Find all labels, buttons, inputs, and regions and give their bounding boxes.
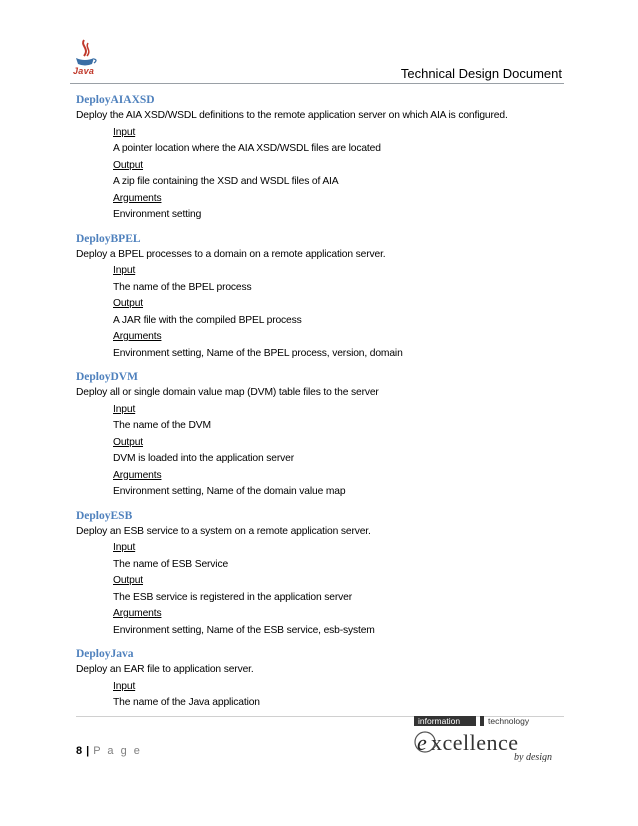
arguments-value: Environment setting, Name of the BPEL process, version, domain xyxy=(113,347,403,359)
page-number xyxy=(76,745,142,757)
section-deploydvm xyxy=(76,369,566,501)
section-title: DeployBPEL xyxy=(76,232,141,245)
section-title: DeployJava xyxy=(76,648,134,660)
brand-word-excellence: xcellence xyxy=(431,730,519,755)
section-description: Deploy an EAR file to application server. xyxy=(76,664,254,675)
content-body xyxy=(76,92,566,719)
arguments-value: Environment setting xyxy=(113,209,202,220)
section-description: Deploy the AIA XSD/WSDL definitions to the remote application server on which AIA is configured. xyxy=(76,110,508,121)
output-label: Output xyxy=(113,159,144,171)
brand-word-information: information xyxy=(418,716,461,726)
input-value: A pointer location where the AIA XSD/WSDL files are located xyxy=(113,143,381,154)
brand-word-technology: technology xyxy=(488,716,530,726)
header-divider xyxy=(70,83,564,84)
output-label: Output xyxy=(113,436,144,448)
output-value: DVM is loaded into the application server xyxy=(113,453,295,464)
output-value: A JAR file with the compiled BPEL process xyxy=(113,314,302,326)
arguments-value: Environment setting, Name of the ESB service, esb-system xyxy=(113,624,375,636)
arguments-label: Arguments xyxy=(113,469,162,481)
input-label: Input xyxy=(113,542,136,553)
input-label: Input xyxy=(113,126,136,138)
input-label: Input xyxy=(113,680,136,692)
page-separator: | xyxy=(86,745,90,757)
input-value: The name of the BPEL process xyxy=(113,281,252,293)
section-deployesb xyxy=(76,508,566,640)
input-value: The name of the DVM xyxy=(113,420,211,431)
input-label: Input xyxy=(113,265,136,276)
arguments-value: Environment setting, Name of the domain value map xyxy=(113,486,346,497)
input-value: The name of ESB Service xyxy=(113,558,229,570)
page-label: P a g e xyxy=(93,745,142,757)
section-description: Deploy all or single domain value map (DVM) table files to the server xyxy=(76,387,379,398)
section-description: Deploy a BPEL processes to a domain on a remote application server. xyxy=(76,248,386,260)
arguments-label: Arguments xyxy=(113,331,162,342)
arguments-label: Arguments xyxy=(113,608,162,619)
excellence-by-design-logo xyxy=(414,714,569,762)
section-deployjava xyxy=(76,646,566,712)
arguments-label: Arguments xyxy=(113,192,162,204)
input-value: The name of the Java application xyxy=(113,697,260,708)
output-label: Output xyxy=(113,298,144,309)
section-title: DeployESB xyxy=(76,509,133,522)
section-deploybpel xyxy=(76,231,566,363)
document-title: Technical Design Document xyxy=(400,66,562,81)
section-deployaiaxsd xyxy=(76,92,566,224)
java-logo-text: Java xyxy=(73,66,95,76)
output-label: Output xyxy=(113,575,144,586)
section-description: Deploy an ESB service to a system on a remote application server. xyxy=(76,525,371,537)
section-title: DeployDVM xyxy=(76,371,138,383)
brand-initial: e xyxy=(417,730,427,755)
input-label: Input xyxy=(113,403,136,415)
output-value: A zip file containing the XSD and WSDL files of AIA xyxy=(113,176,339,187)
section-title: DeployAIAXSD xyxy=(76,94,155,106)
output-value: The ESB service is registered in the application server xyxy=(113,591,352,603)
brand-tagline: by design xyxy=(514,752,553,762)
page-number-value: 8 xyxy=(76,745,83,757)
